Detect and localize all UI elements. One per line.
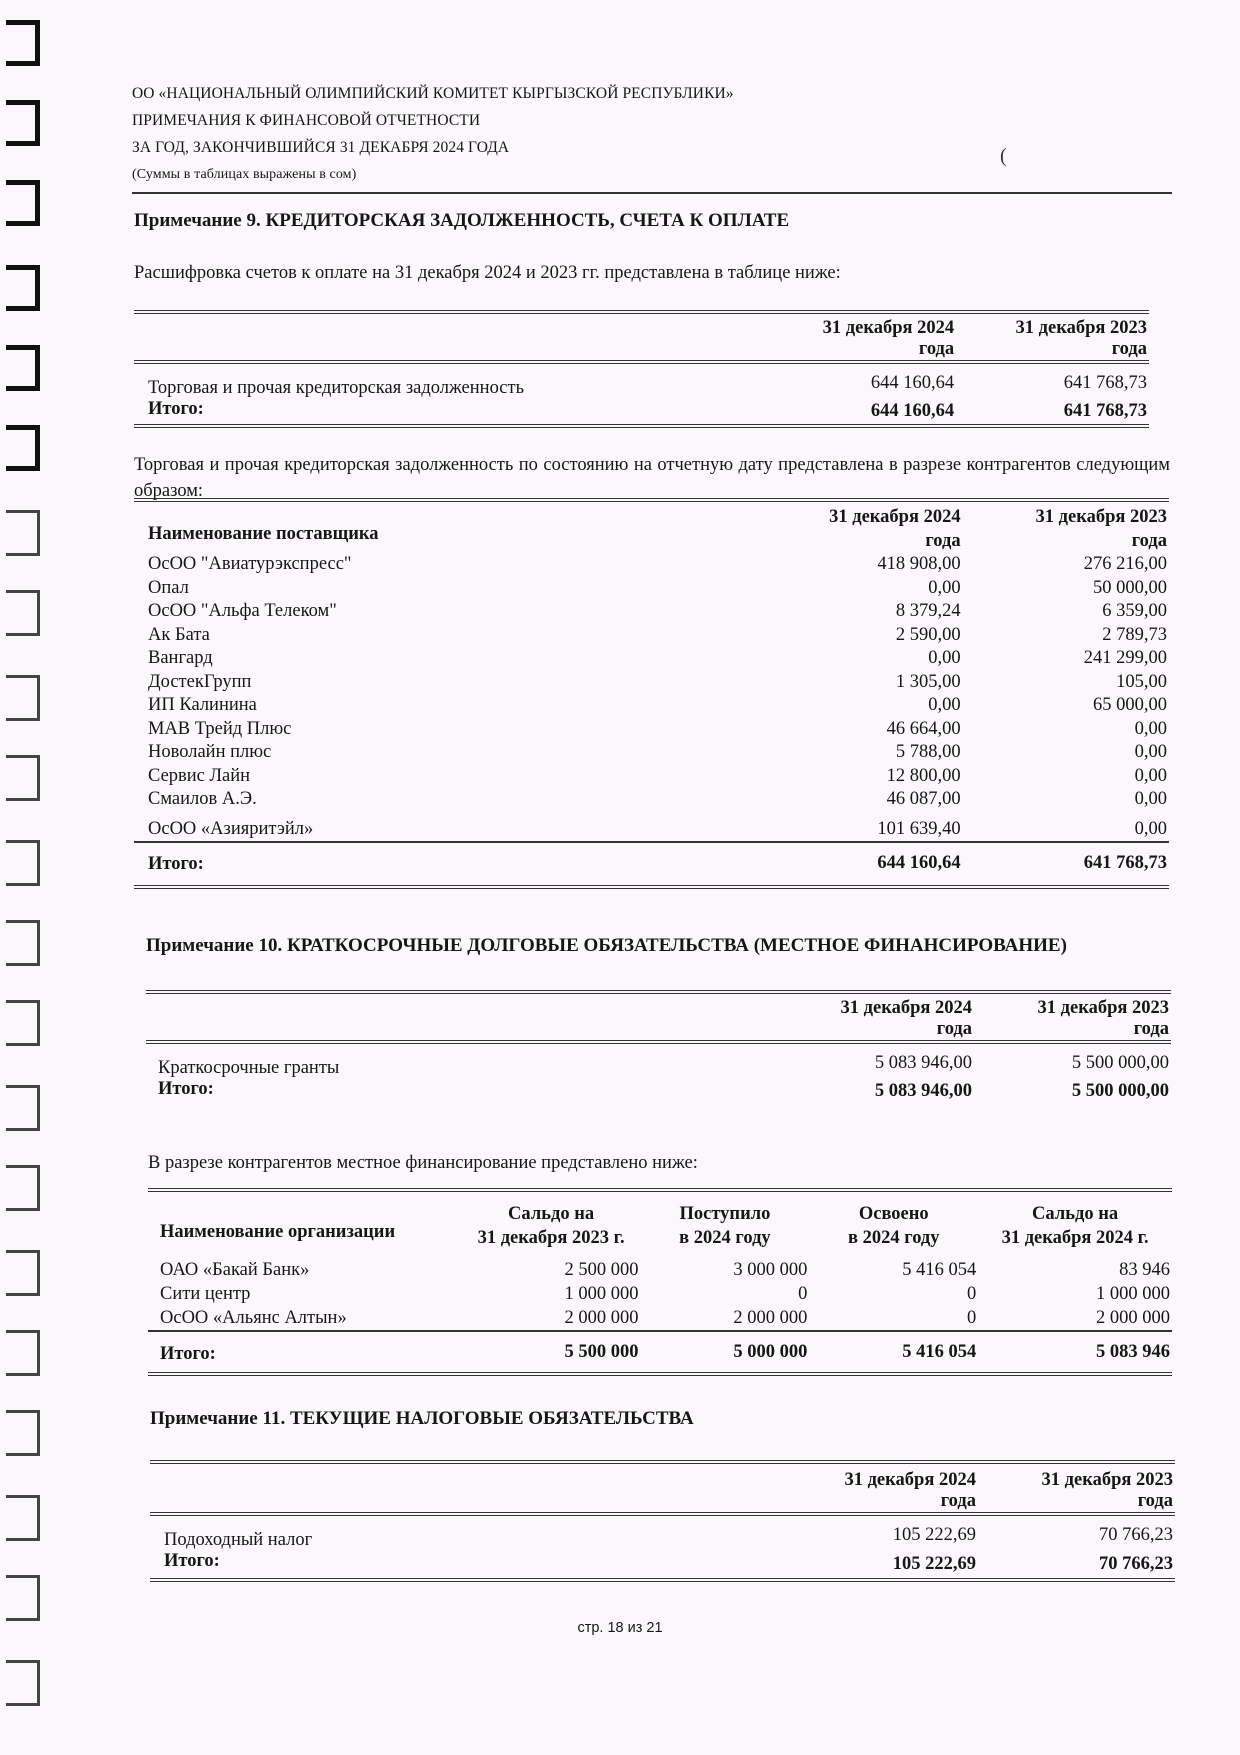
total-label: Итого: bbox=[148, 399, 204, 419]
doc-title: ПРИМЕЧАНИЯ К ФИНАНСОВОЙ ОТЧЕТНОСТИ bbox=[132, 112, 481, 129]
supplier-row bbox=[134, 553, 1169, 577]
supplier-name: Новолайн плюс bbox=[148, 742, 272, 762]
supplier-value-2024: 1 305,00 bbox=[895, 671, 961, 692]
supplier-row bbox=[134, 718, 1169, 742]
note11-row-2024: 105 222,69 bbox=[892, 1525, 976, 1545]
supplier-value-2023: 65 000,00 bbox=[1093, 695, 1167, 715]
note11-total-2024: 105 222,69 bbox=[892, 1554, 976, 1574]
row-value-2024: 644 160,64 bbox=[870, 373, 955, 393]
supplier-value-2024: 418 908,00 bbox=[877, 554, 961, 574]
supplier-row bbox=[134, 812, 1169, 843]
note10-total-2023: 5 500 000,00 bbox=[1071, 1081, 1169, 1101]
org-received: 0 bbox=[798, 1284, 808, 1304]
supplier-total-2023: 641 768,73 bbox=[1083, 853, 1167, 873]
note10-total-2024: 5 083 946,00 bbox=[874, 1081, 973, 1101]
supplier-row bbox=[134, 647, 1169, 671]
supplier-total-label: Итого: bbox=[148, 854, 204, 874]
supplier-name: Смаилов А.Э. bbox=[148, 789, 257, 809]
note11-row-2023: 70 766,23 bbox=[1099, 1525, 1173, 1545]
note9-intro: Расшифровка счетов к оплате на 31 декабря 2024 и 2023 гг. представлена в таблице ниже: bbox=[134, 263, 841, 283]
supplier-value-2023: 0,00 bbox=[1134, 718, 1167, 739]
supplier-name: МАВ Трейд Плюс bbox=[148, 718, 292, 739]
col-2023-header: 31 декабря 2023 года bbox=[1015, 318, 1147, 359]
org-total-label: Итого: bbox=[160, 1344, 216, 1364]
org-spent: 0 bbox=[966, 1284, 977, 1304]
supplier-value-2024: 101 639,40 bbox=[877, 818, 961, 839]
supplier-value-2024: 46 087,00 bbox=[886, 789, 961, 809]
supplier-name: ДостекГрупп bbox=[148, 671, 252, 692]
note11-col-2023: 31 декабря 2023 года bbox=[1041, 1470, 1173, 1511]
supplier-value-2023: 0,00 bbox=[1134, 789, 1167, 809]
supplier-name: ОсОО «Азияритэйл» bbox=[148, 818, 314, 839]
org-total-c1: 5 500 000 bbox=[564, 1342, 639, 1362]
supplier-value-2023: 6 359,00 bbox=[1102, 601, 1167, 621]
supplier-name: Вангард bbox=[148, 648, 213, 668]
supplier-row bbox=[134, 788, 1169, 812]
org-saldo2023: 1 000 000 bbox=[564, 1284, 639, 1304]
org-saldo2023: 2 500 000 bbox=[564, 1260, 639, 1280]
note11-total-2023: 70 766,23 bbox=[1099, 1554, 1173, 1574]
org-name: ОО «НАЦИОНАЛЬНЫЙ ОЛИМПИЙСКИЙ КОМИТЕТ КЫРГЫЗСКОЙ РЕСПУБЛИКИ» bbox=[132, 85, 734, 102]
org-total-c4: 5 083 946 bbox=[1096, 1342, 1170, 1362]
supplier-name: ИП Калинина bbox=[148, 695, 257, 715]
org-col-saldo2024: Сальдо на 31 декабря 2024 г. bbox=[1001, 1204, 1149, 1248]
org-spent: 5 416 054 bbox=[902, 1260, 977, 1280]
org-saldo2024: 2 000 000 bbox=[1096, 1308, 1170, 1328]
supplier-row bbox=[134, 600, 1169, 624]
supplier-value-2023: 241 299,00 bbox=[1083, 648, 1167, 668]
supplier-value-2024: 0,00 bbox=[928, 577, 961, 598]
supplier-value-2023: 2 789,73 bbox=[1102, 624, 1167, 645]
units-note: (Суммы в таблицах выражены в сом) bbox=[132, 167, 357, 182]
org-saldo2024: 83 946 bbox=[1119, 1260, 1170, 1280]
supplier-row bbox=[134, 765, 1169, 789]
supplier-value-2023: 0,00 bbox=[1134, 742, 1167, 762]
note11-row-label: Подоходный налог bbox=[164, 1530, 313, 1550]
note10-row-2023: 5 500 000,00 bbox=[1071, 1053, 1169, 1073]
org-total-c3: 5 416 054 bbox=[902, 1342, 977, 1362]
supplier-row bbox=[134, 577, 1169, 601]
spiral-binding bbox=[0, 0, 60, 1755]
supplier-table bbox=[134, 498, 1169, 889]
org-saldo2024: 1 000 000 bbox=[1096, 1284, 1170, 1304]
org-row bbox=[148, 1306, 1172, 1331]
supplier-value-2024: 0,00 bbox=[928, 648, 961, 668]
note10-intro2: В разрезе контрагентов местное финансирование представлено ниже: bbox=[148, 1153, 698, 1173]
supplier-name: ОсОО "Альфа Телеком" bbox=[148, 601, 337, 621]
org-col-spent: Освоено в 2024 году bbox=[848, 1204, 940, 1248]
org-name: ОсОО «Альянс Алтын» bbox=[160, 1308, 347, 1328]
supplier-header: Наименование поставщика bbox=[148, 523, 379, 544]
note10-row-label: Краткосрочные гранты bbox=[158, 1058, 340, 1078]
supplier-col-2023: 31 декабря 2023 года bbox=[1035, 507, 1167, 551]
org-col-received: Поступило в 2024 году bbox=[679, 1204, 771, 1248]
note9-summary-table bbox=[134, 310, 1149, 428]
note9-title: Примечание 9. КРЕДИТОРСКАЯ ЗАДОЛЖЕННОСТЬ, СЧЕТА К ОПЛАТЕ bbox=[134, 210, 790, 231]
supplier-col-2024: 31 декабря 2024 года bbox=[829, 507, 961, 551]
total-value-2023: 641 768,73 bbox=[1063, 401, 1147, 421]
supplier-value-2024: 2 590,00 bbox=[895, 624, 961, 645]
supplier-row bbox=[134, 694, 1169, 718]
supplier-row bbox=[134, 624, 1169, 648]
note10-summary-table bbox=[146, 990, 1171, 1104]
supplier-value-2024: 8 379,24 bbox=[895, 601, 961, 621]
supplier-value-2023: 276 216,00 bbox=[1083, 554, 1167, 574]
document-header bbox=[132, 80, 1172, 194]
org-name: ОАО «Бакай Банк» bbox=[160, 1260, 310, 1280]
supplier-total-2024: 644 160,64 bbox=[877, 853, 961, 873]
note11-title: Примечание 11. ТЕКУЩИЕ НАЛОГОВЫЕ ОБЯЗАТЕЛЬСТВА bbox=[150, 1408, 694, 1429]
supplier-value-2023: 0,00 bbox=[1134, 818, 1167, 839]
total-value-2024: 644 160,64 bbox=[870, 401, 955, 421]
note11-total-label: Итого: bbox=[164, 1551, 220, 1571]
note10-total-label: Итого: bbox=[158, 1079, 214, 1099]
row-value-2023: 641 768,73 bbox=[1063, 373, 1147, 393]
org-row bbox=[148, 1282, 1172, 1306]
supplier-value-2023: 50 000,00 bbox=[1093, 577, 1167, 598]
note9-para2: Торговая и прочая кредиторская задолженность по состоянию на отчетную дату представлена в разрезе контрагентов следующим образом: bbox=[134, 455, 1170, 501]
org-spent: 0 bbox=[966, 1308, 977, 1328]
period: ЗА ГОД, ЗАКОНЧИВШИЙСЯ 31 ДЕКАБРЯ 2024 ГОДА bbox=[132, 139, 510, 156]
note11-col-2024: 31 декабря 2024 года bbox=[844, 1470, 976, 1511]
supplier-value-2024: 12 800,00 bbox=[886, 765, 961, 786]
org-total-c2: 5 000 000 bbox=[733, 1342, 808, 1362]
org-row bbox=[148, 1250, 1172, 1282]
col-2024-header: 31 декабря 2024 года bbox=[822, 318, 955, 359]
note10-row-2024: 5 083 946,00 bbox=[874, 1053, 973, 1073]
supplier-value-2024: 5 788,00 bbox=[895, 742, 961, 762]
note10-title: Примечание 10. КРАТКОСРОЧНЫЕ ДОЛГОВЫЕ ОБЯЗАТЕЛЬСТВА (МЕСТНОЕ ФИНАНСИРОВАНИЕ) bbox=[146, 935, 1067, 956]
supplier-value-2023: 105,00 bbox=[1116, 671, 1167, 692]
supplier-name: Опал bbox=[148, 577, 189, 598]
note10-col-2023: 31 декабря 2023 года bbox=[1037, 998, 1169, 1039]
supplier-name: ОсОО "Авиатурэкспресс" bbox=[148, 554, 352, 574]
supplier-value-2023: 0,00 bbox=[1134, 765, 1167, 786]
org-saldo2023: 2 000 000 bbox=[564, 1308, 639, 1328]
org-header: Наименование организации bbox=[160, 1222, 396, 1242]
org-name: Сити центр bbox=[160, 1284, 251, 1304]
supplier-row bbox=[134, 741, 1169, 765]
org-received: 2 000 000 bbox=[733, 1308, 808, 1328]
supplier-name: Ак Бата bbox=[148, 624, 210, 645]
supplier-name: Сервис Лайн bbox=[148, 765, 251, 786]
org-table bbox=[148, 1188, 1172, 1376]
supplier-value-2024: 0,00 bbox=[928, 695, 961, 715]
header-rule bbox=[132, 192, 1172, 194]
org-col-saldo2023: Сальдо на 31 декабря 2023 г. bbox=[477, 1204, 625, 1248]
row-label: Торговая и прочая кредиторская задолженность bbox=[148, 378, 525, 398]
org-received: 3 000 000 bbox=[733, 1260, 808, 1280]
page-number: стр. 18 из 21 bbox=[577, 1620, 663, 1636]
note10-col-2024: 31 декабря 2024 года bbox=[840, 998, 973, 1039]
note11-table bbox=[150, 1460, 1175, 1582]
supplier-row bbox=[134, 671, 1169, 695]
supplier-value-2024: 46 664,00 bbox=[886, 718, 961, 739]
pen-mark: ( bbox=[1000, 145, 1007, 167]
